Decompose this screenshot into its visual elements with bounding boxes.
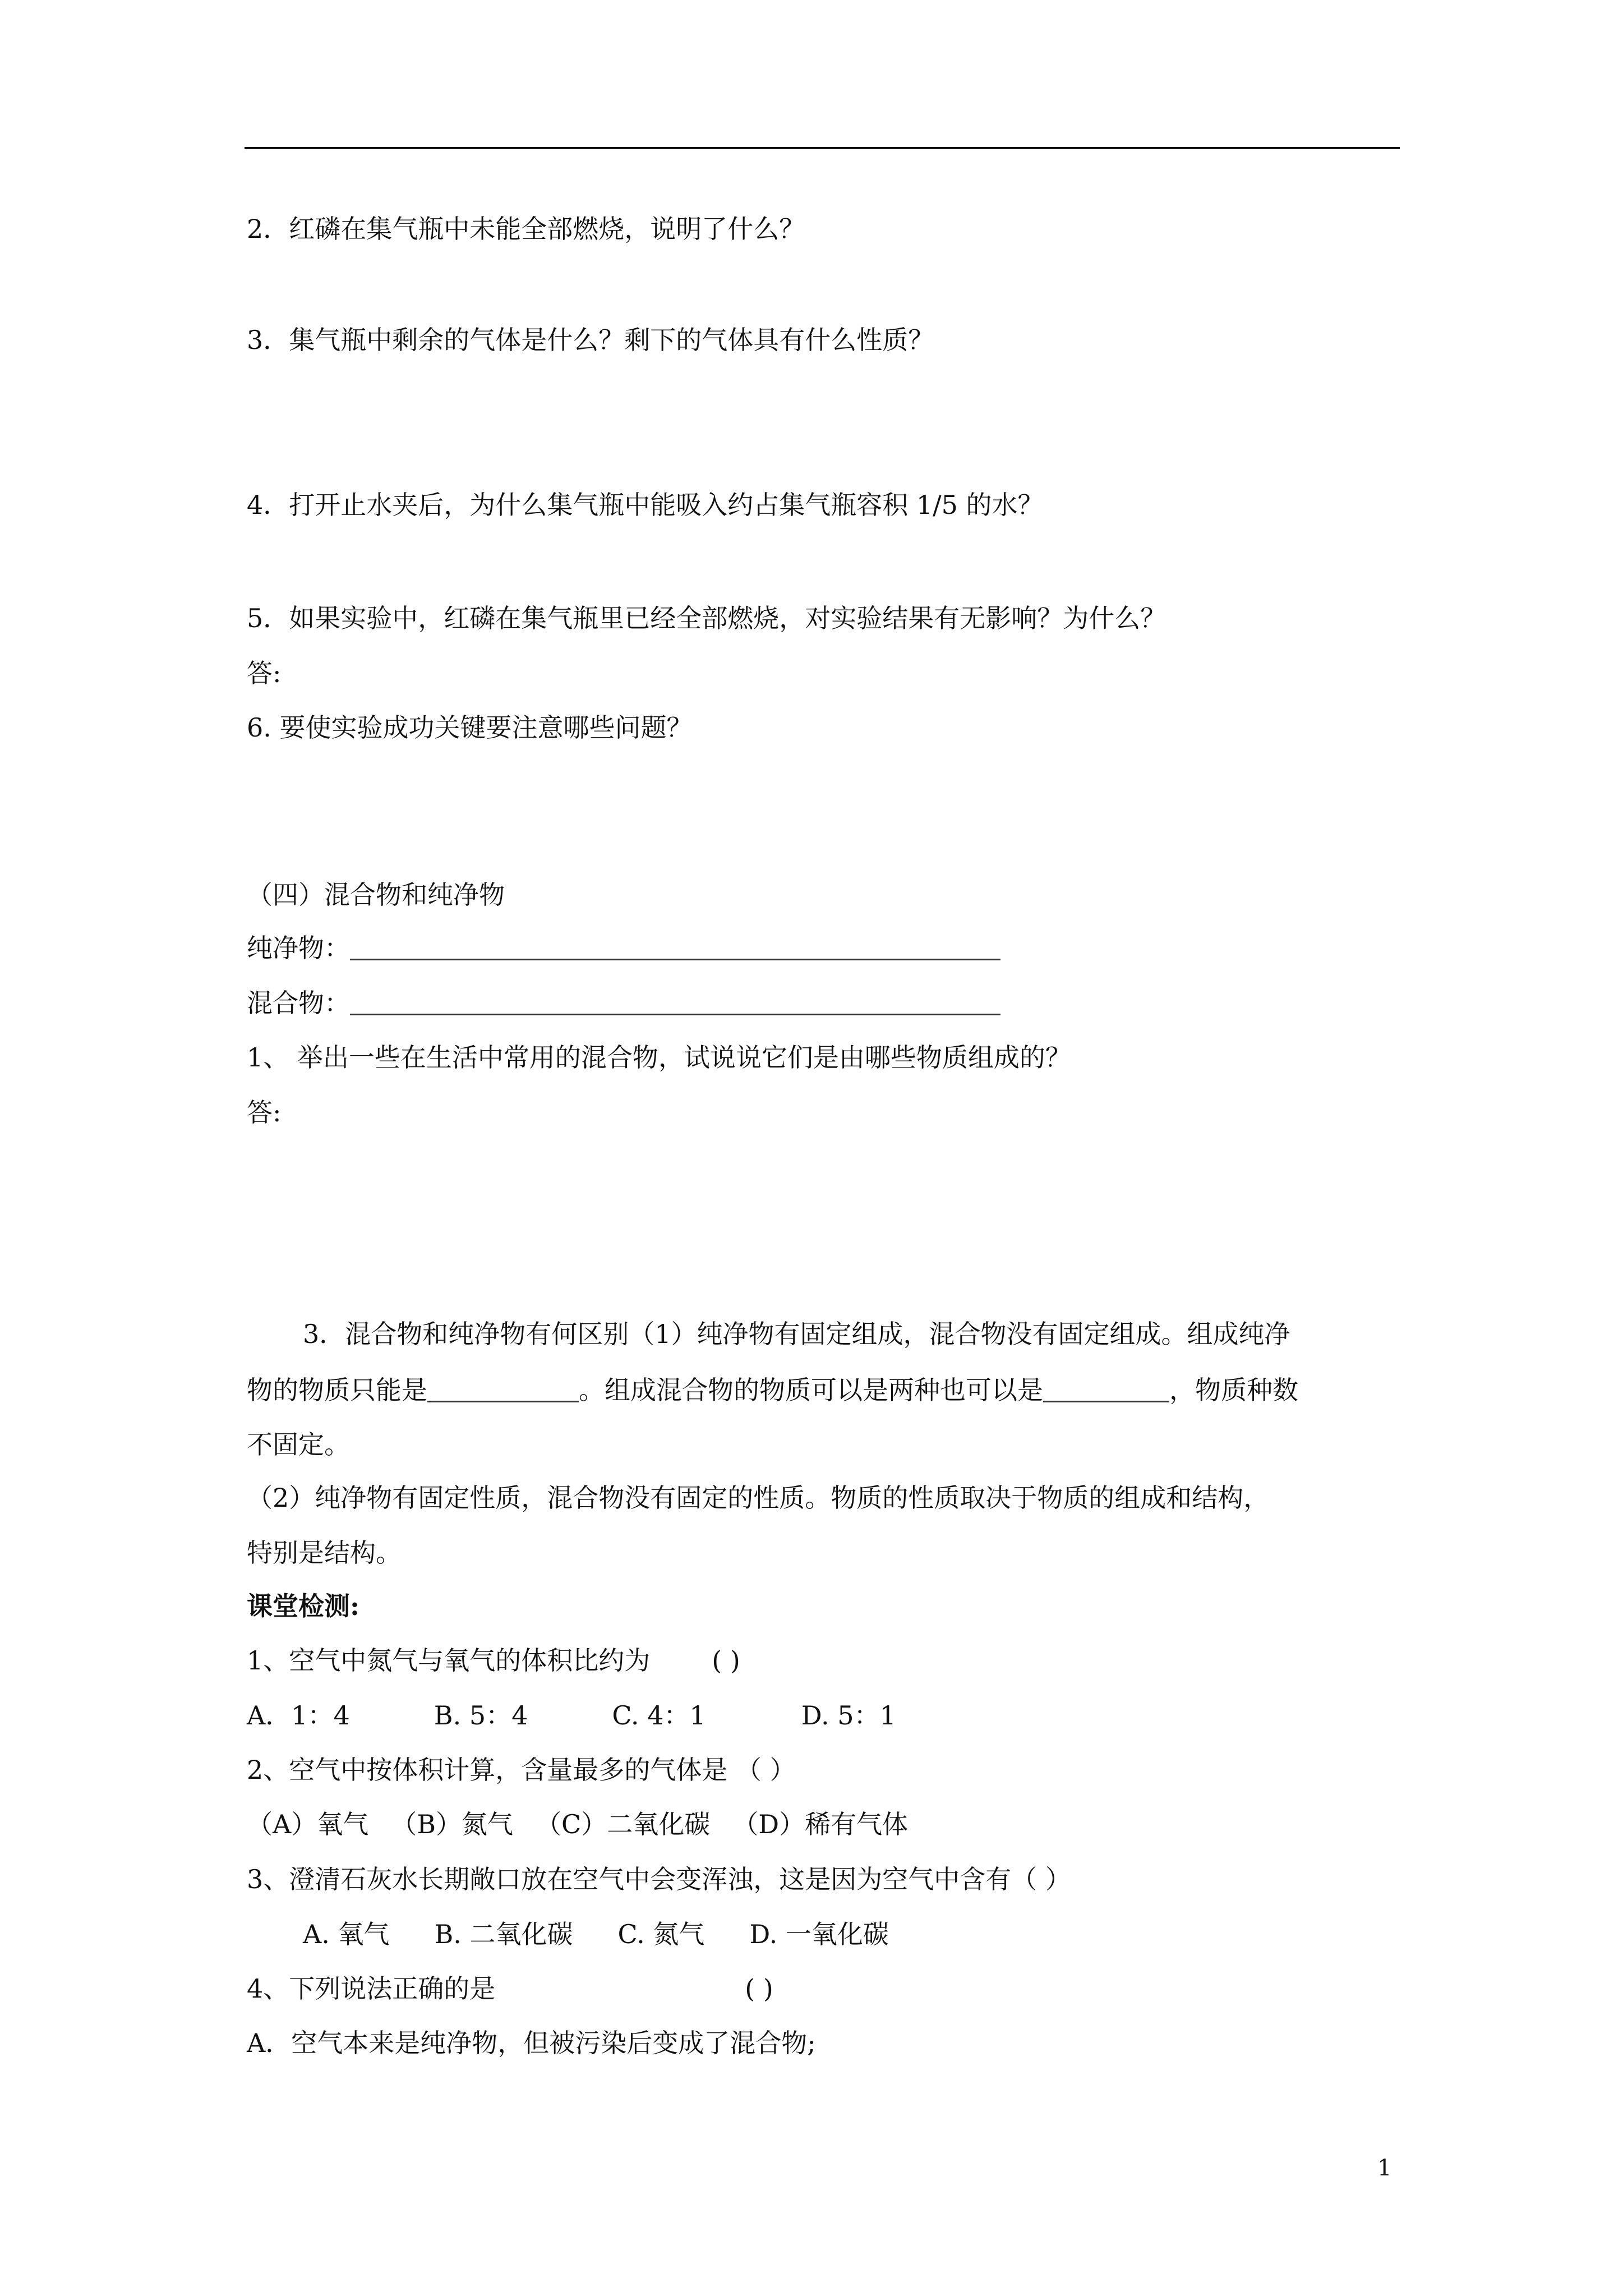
question-3: 3．集气瓶中剩余的气体是什么？剩下的气体具有什么性质？: [247, 325, 934, 355]
page-number: 1: [1377, 2155, 1392, 2181]
test-question-2-option-c: （C）二氧化碳: [536, 1809, 711, 1839]
distinction-line-2-part-a: 物的物质只能是: [247, 1375, 427, 1405]
test-question-1-option-a: A．1：4: [247, 1700, 350, 1731]
distinction-blank-2[interactable]: [1043, 1401, 1169, 1402]
test-question-4-stem: 4、下列说法正确的是: [247, 1973, 496, 2004]
mixture-row: [247, 986, 1000, 1020]
test-question-3-stem: 3、澄清石灰水长期敞口放在空气中会变浑浊，这是因为空气中含有（ ）: [247, 1864, 1071, 1894]
test-question-2-option-a: （A）氧气: [247, 1809, 369, 1839]
distinction-blank-1[interactable]: [427, 1401, 579, 1402]
mixture-label: 混合物：: [247, 988, 350, 1018]
test-question-1-answer-paren: ( ): [712, 1645, 740, 1676]
pure-substance-blank[interactable]: [350, 959, 1000, 960]
question-2: 2．红磷在集气瓶中未能全部燃烧，说明了什么？: [247, 214, 805, 244]
test-question-2-options: [247, 1807, 908, 1841]
test-question-1-options: [247, 1699, 896, 1732]
mixture-blank[interactable]: [350, 1014, 1000, 1015]
test-question-3-option-c: C. 氮气: [617, 1919, 705, 1949]
pure-substance-label: 纯净物：: [247, 933, 350, 963]
section-4-heading: （四）混合物和纯净物: [247, 880, 505, 910]
distinction-line-5: 特别是结构。: [247, 1538, 402, 1568]
distinction-line-2: [247, 1373, 1298, 1407]
test-question-3-option-b: B. 二氧化碳: [434, 1919, 573, 1949]
test-question-3-option-d: D. 一氧化碳: [749, 1919, 889, 1949]
test-question-2-stem: 2、空气中按体积计算，含量最多的气体是 （ ）: [247, 1755, 796, 1785]
test-question-3-option-a: A. 氧气: [303, 1919, 390, 1949]
section-4-question-1: 1、 举出一些在生活中常用的混合物，试说说它们是由哪些物质组成的？: [247, 1042, 1071, 1073]
test-question-3-options: [303, 1917, 889, 1951]
distinction-line-2-part-c: ，物质种数: [1169, 1375, 1298, 1405]
test-question-2-option-d: （D）稀有气体: [732, 1809, 909, 1839]
test-question-1-option-d: D. 5：1: [801, 1700, 896, 1731]
test-question-1-option-b: B. 5：4: [434, 1700, 528, 1731]
test-question-1-option-c: C. 4：1: [612, 1700, 706, 1731]
test-question-1: [247, 1644, 740, 1677]
test-question-2-option-b: （B）氮气: [391, 1809, 514, 1839]
class-test-heading: 课堂检测:: [247, 1591, 359, 1621]
question-5: 5．如果实验中，红磷在集气瓶里已经全部燃烧，对实验结果有无影响？为什么？: [247, 603, 1166, 633]
pure-substance-row: [247, 931, 1000, 965]
test-question-4-option-a: A．空气本来是纯净物，但被污染后变成了混合物;: [247, 2028, 816, 2058]
header-rule: [245, 147, 1400, 149]
question-6: 6. 要使实验成功关键要注意哪些问题？: [247, 712, 693, 743]
question-4: 4．打开止水夹后，为什么集气瓶中能吸入约占集气瓶容积 1/5 的水？: [247, 490, 1044, 520]
question-5-answer-label: 答:: [247, 658, 282, 688]
test-question-1-stem: 1、空气中氮气与氧气的体积比约为: [247, 1645, 651, 1676]
distinction-line-2-part-b: 。组成混合物的物质可以是两种也可以是: [579, 1375, 1043, 1405]
distinction-line-3: 不固定。: [247, 1429, 350, 1460]
test-question-4-answer-paren: ( ): [745, 1973, 773, 2004]
test-question-4: [247, 1972, 773, 2005]
section-4-answer-label: 答:: [247, 1097, 282, 1128]
distinction-line-4: （2）纯净物有固定性质，混合物没有固定的性质。物质的性质取决于物质的组成和结构，: [247, 1483, 1270, 1513]
distinction-line-1: 3．混合物和纯净物有何区别（1）纯净物有固定组成，混合物没有固定组成。组成纯净: [303, 1319, 1290, 1349]
